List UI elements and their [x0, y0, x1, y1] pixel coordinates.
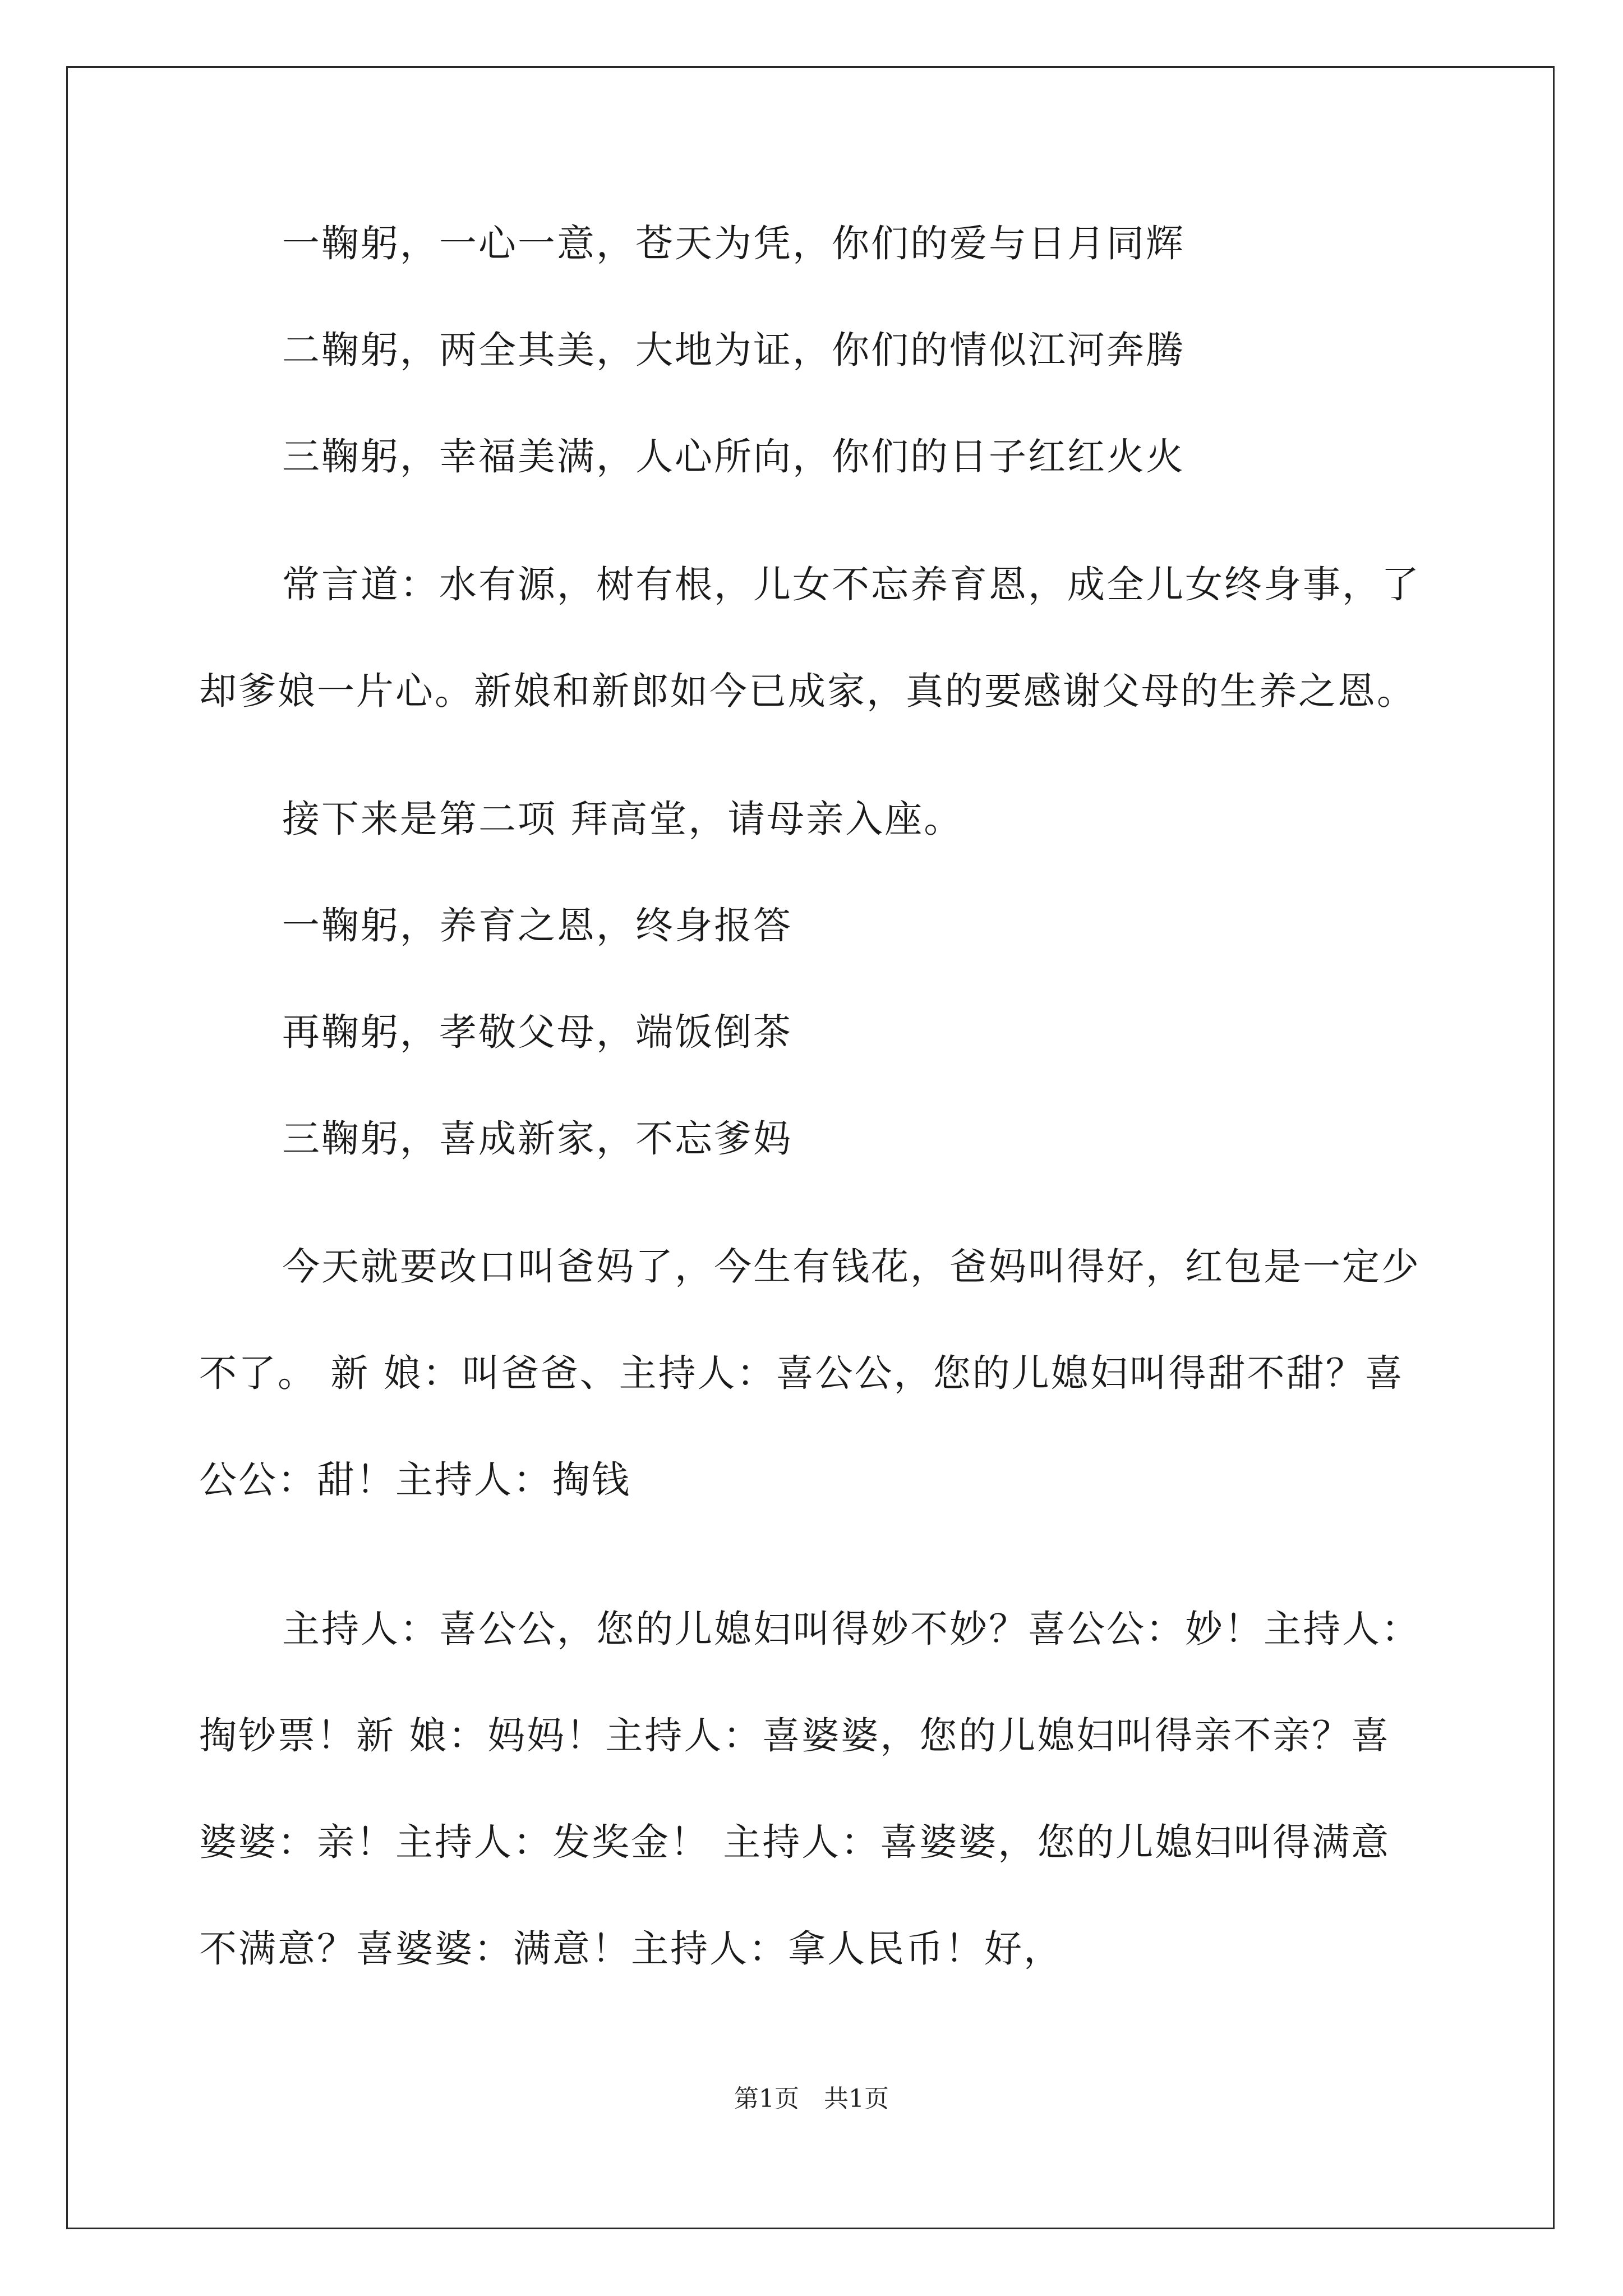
paragraph: 常言道：水有源，树有根，儿女不忘养育恩，成全儿女终身事，了却爹娘一片心。新娘和新郎如今已成家，真的要感谢父母的生养之恩。: [199, 563, 1421, 713]
paragraph: 三鞠躬，喜成新家，不忘爹妈: [282, 1117, 792, 1161]
paragraph: 主持人：喜公公，您的儿媳妇叫得妙不妙？喜公公：妙！主持人：掏钞票！新 娘：妈妈！主持人：喜婆婆，您的儿媳妇叫得亲不亲？喜婆婆：亲！主持人：发奖金！ 主持人：喜婆婆，您的儿媳妇叫得满意不满意？喜婆婆：满意！主持人：拿人民币！好，: [199, 1607, 1421, 1971]
document-body: [199, 211, 1427, 2045]
page-number-footer: 第1页 共1页: [734, 2085, 889, 2113]
paragraph: 三鞠躬，幸福美满，人心所向，你们的日子红红火火: [282, 435, 1185, 478]
paragraph: 接下来是第二项 拜高堂，请母亲入座。: [282, 797, 963, 841]
paragraph: 二鞠躬，两全其美，大地为证，你们的情似江河奔腾: [282, 328, 1185, 372]
paragraph: 今天就要改口叫爸妈了，今生有钱花，爸妈叫得好，红包是一定少不了。 新 娘：叫爸爸、主持人：喜公公，您的儿媳妇叫得甜不甜？喜公公：甜！主持人：掏钱: [199, 1245, 1421, 1502]
paragraph: 一鞠躬，一心一意，苍天为凭，你们的爱与日月同辉: [282, 222, 1185, 265]
paragraph: 再鞠躬，孝敬父母，端饭倒茶: [282, 1010, 792, 1054]
paragraph: 一鞠躬，养育之恩，终身报答: [282, 904, 792, 947]
